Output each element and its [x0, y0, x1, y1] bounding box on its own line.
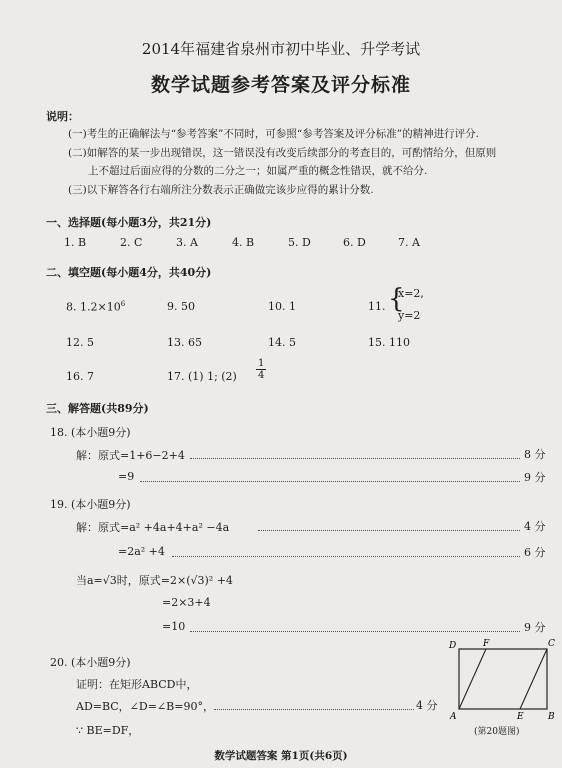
point-label-b: B — [548, 712, 555, 722]
segment-af — [459, 649, 486, 709]
fill-answer-15: 15. 110 — [368, 336, 410, 349]
note-line-3: 上不超过后面应得的分数的二分之一；如属严重的概念性错误，就不给分. — [88, 165, 428, 177]
q19-score-2: 6 分 — [524, 546, 546, 559]
fill-answer-10: 10. 1 — [268, 300, 296, 313]
leader-dots — [172, 556, 520, 557]
q19-line-2: =2a² +4 — [118, 545, 165, 558]
q18-score-1: 8 分 — [524, 448, 546, 461]
fill-answer-14: 14. 5 — [268, 336, 296, 349]
q19-line-1: 解：原式=a² +4a+4+a² −4a — [76, 521, 230, 534]
q19-line-3: 当a=√3时，原式=2×(√3)² +4 — [76, 574, 233, 587]
choice-answer: 2. C — [120, 236, 143, 249]
choice-answer: 1. B — [64, 236, 87, 249]
section1-heading: 一、选择题(每小题3分，共21分) — [46, 216, 212, 229]
note-line-4: (三)以下解答各行右端所注分数表示正确做完该步应得的累计分数. — [68, 184, 374, 196]
rectangle-abcd-figure — [446, 636, 558, 728]
fraction-one-quarter: $\frac{1}{4}$ — [258, 358, 265, 381]
section2-heading: 二、填空题(每小题4分，共40分) — [46, 266, 212, 279]
q18-label: 18. (本小题9分) — [50, 426, 131, 439]
leader-dots — [190, 631, 520, 632]
page-title: 数学试题参考答案及评分标准 — [150, 74, 411, 96]
fill-answer-13: 13. 65 — [167, 336, 202, 349]
choice-answer: 3. A — [176, 236, 198, 249]
notes-heading: 说明： — [46, 110, 79, 123]
leader-dots — [140, 481, 520, 482]
leader-dots — [190, 458, 520, 459]
note-line-1: (一)考生的正确解法与“参考答案”不同时，可参照“参考答案及评分标准”的精神进行评分. — [68, 128, 480, 140]
choice-answer: 5. D — [288, 236, 311, 249]
q20-line-3: ∵ BE=DF， — [76, 724, 140, 737]
q19-label: 19. (本小题9分) — [50, 498, 131, 511]
point-label-e: E — [517, 712, 524, 722]
fill-answer-11-label: 11. — [368, 300, 386, 313]
fill-answer-16: 16. 7 — [66, 370, 94, 383]
q18-line-1: 解：原式=1+6−2+4 — [76, 449, 185, 462]
point-label-f: F — [483, 639, 490, 649]
fill-answer-9: 9. 50 — [167, 300, 195, 313]
choice-answer: 4. B — [232, 236, 255, 249]
page-footer: 数学试题答案 第1页(共6页) — [214, 750, 348, 762]
point-label-a: A — [450, 712, 457, 722]
q20-label: 20. (本小题9分) — [50, 656, 131, 669]
fill-answer-8: 8. $1.2\times 10^6$ — [66, 300, 126, 314]
q20-line-2: AD=BC，∠D=∠B=90°， — [76, 700, 214, 713]
q19-score-3: 9 分 — [524, 621, 546, 634]
choice-answer: 6. D — [343, 236, 366, 249]
fill-answer-11-y: y=2 — [398, 309, 421, 322]
exam-title: 2014年福建省泉州市初中毕业、升学考试 — [141, 40, 421, 58]
leader-dots — [214, 709, 414, 710]
q20-line-1: 证明：在矩形ABCD中， — [76, 678, 198, 691]
note-line-2: (二)如解答的某一步出现错误，这一错误没有改变后续部分的考查目的，可酌情给分，但原则 — [68, 147, 497, 159]
point-label-d: D — [449, 641, 457, 651]
figure-caption: (第20题图) — [474, 727, 520, 737]
point-label-c: C — [548, 639, 555, 649]
fill-answer-12: 12. 5 — [66, 336, 94, 349]
q18-line-2: =9 — [118, 470, 135, 483]
leader-dots — [258, 530, 520, 531]
fill-answer-17: 17. (1) 1; (2) — [167, 370, 237, 383]
fill-answer-11-x: x=2, — [398, 287, 424, 300]
segment-ec — [520, 649, 547, 709]
section3-heading: 三、解答题(共89分) — [46, 402, 149, 415]
q19-line-5: =10 — [162, 620, 186, 633]
q19-line-4: =2×3+4 — [162, 596, 211, 609]
q20-score-1: 4 分 — [416, 699, 438, 712]
q19-score-1: 4 分 — [524, 520, 546, 533]
choice-answer: 7. A — [398, 236, 420, 249]
brace-icon: { — [388, 284, 405, 314]
q18-score-2: 9 分 — [524, 471, 546, 484]
